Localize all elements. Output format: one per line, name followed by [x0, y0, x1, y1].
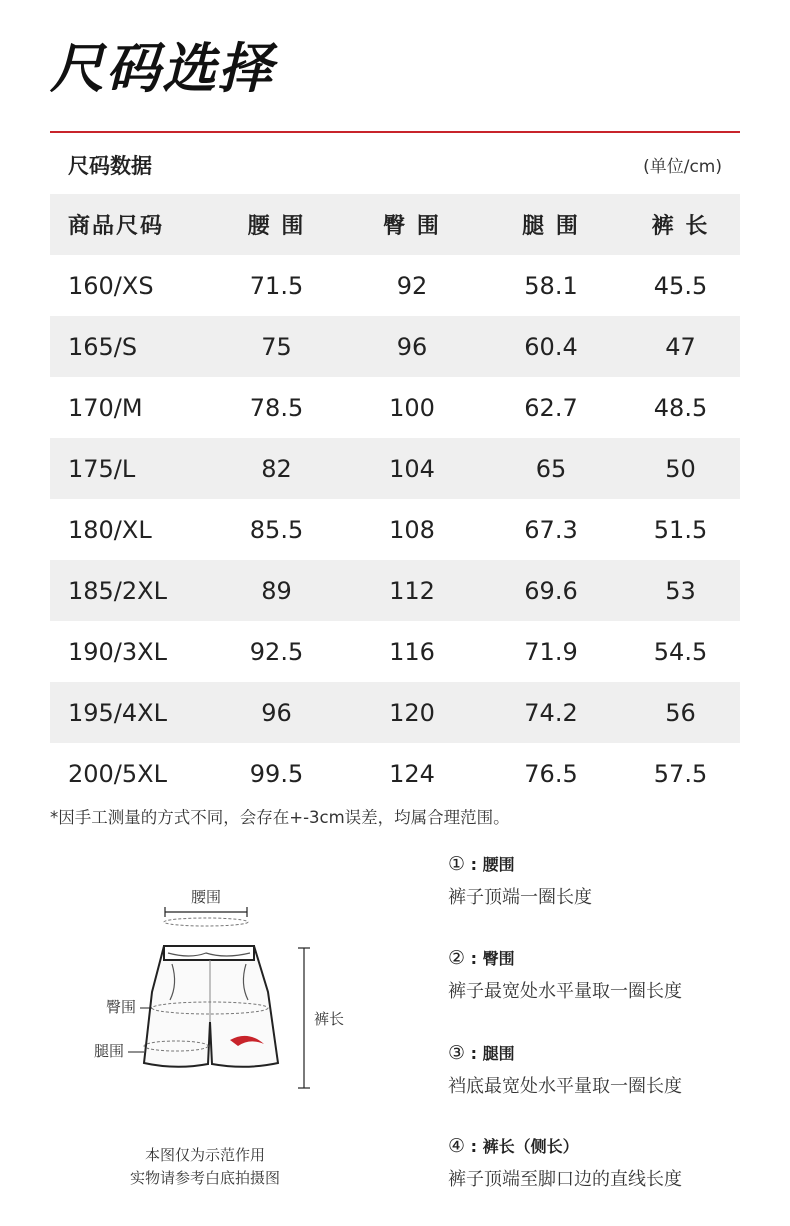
cell-thigh: 76.5 — [524, 759, 578, 788]
legend-title: 臀围 — [482, 949, 515, 968]
cell-hip: 120 — [343, 682, 481, 743]
legend-item-thigh: ③ : 腿围 裆底最宽处水平量取一圈长度 — [448, 1042, 682, 1097]
cell-thigh: 71.9 — [524, 637, 578, 666]
legend-number: ④ — [448, 1135, 466, 1157]
cell-waist: 71.5 — [249, 271, 304, 300]
cell-size: 195/4XL — [50, 682, 210, 743]
header-hip: 臀 围 — [343, 194, 481, 255]
cell-waist: 78.5 — [249, 393, 304, 422]
diagram-caption-line2: 实物请参考白底拍摄图 — [129, 1169, 280, 1187]
thigh-label: 腿围 — [93, 1042, 124, 1060]
legend-number: ② — [448, 947, 466, 969]
unit-label: (单位/cm) — [643, 157, 722, 177]
length-measure-line — [298, 948, 310, 1088]
cell-length: 47 — [621, 316, 740, 377]
table-row — [50, 255, 740, 316]
cell-length: 51.5 — [653, 515, 708, 544]
cell-size: 165/S — [50, 316, 210, 377]
cell-length: 53 — [621, 560, 740, 621]
length-label: 裤长 — [314, 1010, 345, 1028]
cell-hip: 112 — [343, 560, 481, 621]
cell-size: 160/XS — [68, 271, 154, 300]
cell-hip: 116 — [389, 637, 435, 666]
cell-waist: 85.5 — [249, 515, 304, 544]
shorts-outline — [144, 946, 278, 1067]
cell-thigh: 58.1 — [524, 271, 578, 300]
header-length: 裤 长 — [621, 194, 740, 255]
legend-desc: 裤子顶端一圈长度 — [448, 887, 592, 908]
waist-dashed-ring — [164, 918, 248, 926]
legend-item-hip: ② : 臀围 裤子最宽处水平量取一圈长度 — [448, 947, 682, 1002]
cell-hip: 104 — [343, 438, 481, 499]
cell-waist: 96 — [210, 682, 343, 743]
table-row — [50, 438, 740, 499]
cell-length: 54.5 — [653, 637, 708, 666]
cell-thigh: 69.6 — [481, 560, 621, 621]
cell-waist: 92.5 — [249, 637, 304, 666]
cell-size: 185/2XL — [50, 560, 210, 621]
header-waist: 腰 围 — [210, 194, 343, 255]
header-size: 商品尺码 — [50, 194, 210, 255]
legend-desc: 裆底最宽处水平量取一圈长度 — [448, 1076, 682, 1097]
table-row — [50, 316, 740, 377]
cell-size: 190/3XL — [68, 637, 167, 666]
cell-size: 180/XL — [68, 515, 152, 544]
cell-length: 57.5 — [653, 759, 708, 788]
cell-hip: 96 — [343, 316, 481, 377]
cell-size: 175/L — [50, 438, 210, 499]
page-title: 尺码选择 — [50, 37, 274, 100]
legend-number: ① — [448, 853, 466, 875]
waist-measure-line — [165, 907, 247, 917]
title-divider — [50, 131, 740, 133]
legend-title: 腰围 — [482, 855, 515, 874]
table-row — [50, 377, 740, 438]
cell-waist: 89 — [210, 560, 343, 621]
legend-number: ③ — [448, 1042, 466, 1064]
cell-length: 45.5 — [653, 271, 708, 300]
cell-length: 48.5 — [653, 393, 708, 422]
size-table — [50, 194, 740, 804]
cell-hip: 124 — [389, 759, 435, 788]
tolerance-note: *因手工测量的方式不同，会存在+-3cm误差，均属合理范围。 — [50, 808, 510, 827]
shorts-diagram — [60, 880, 390, 1110]
waist-label: 腰围 — [190, 888, 222, 906]
cell-thigh: 67.3 — [524, 515, 578, 544]
cell-hip: 100 — [389, 393, 435, 422]
cell-length: 56 — [621, 682, 740, 743]
cell-thigh: 74.2 — [481, 682, 621, 743]
cell-size: 200/5XL — [68, 759, 167, 788]
cell-hip: 92 — [396, 271, 428, 300]
cell-thigh: 65 — [481, 438, 621, 499]
legend-item-waist: ① : 腰围 裤子顶端一圈长度 — [448, 853, 592, 908]
cell-hip: 108 — [389, 515, 435, 544]
legend-desc: 裤子最宽处水平量取一圈长度 — [448, 981, 682, 1002]
table-row — [50, 743, 740, 804]
hip-label: 臀围 — [105, 998, 136, 1016]
cell-waist: 82 — [210, 438, 343, 499]
table-row — [50, 682, 740, 743]
legend-item-length: ④ : 裤长（侧长） 裤子顶端至脚口边的直线长度 — [448, 1135, 682, 1190]
cell-length: 50 — [621, 438, 740, 499]
header-thigh: 腿 围 — [481, 194, 621, 255]
table-header-row — [50, 194, 740, 255]
cell-size: 170/M — [68, 393, 143, 422]
cell-thigh: 62.7 — [524, 393, 578, 422]
cell-waist: 99.5 — [249, 759, 304, 788]
legend-desc: 裤子顶端至脚口边的直线长度 — [448, 1169, 682, 1190]
section-title: 尺码数据 — [68, 154, 152, 178]
cell-thigh: 60.4 — [481, 316, 621, 377]
legend-title: 裤长（侧长） — [482, 1137, 579, 1156]
cell-waist: 75 — [210, 316, 343, 377]
table-row — [50, 621, 740, 682]
diagram-caption-line1: 本图仅为示范作用 — [144, 1146, 265, 1164]
table-row — [50, 560, 740, 621]
table-row — [50, 499, 740, 560]
legend-title: 腿围 — [482, 1044, 515, 1063]
